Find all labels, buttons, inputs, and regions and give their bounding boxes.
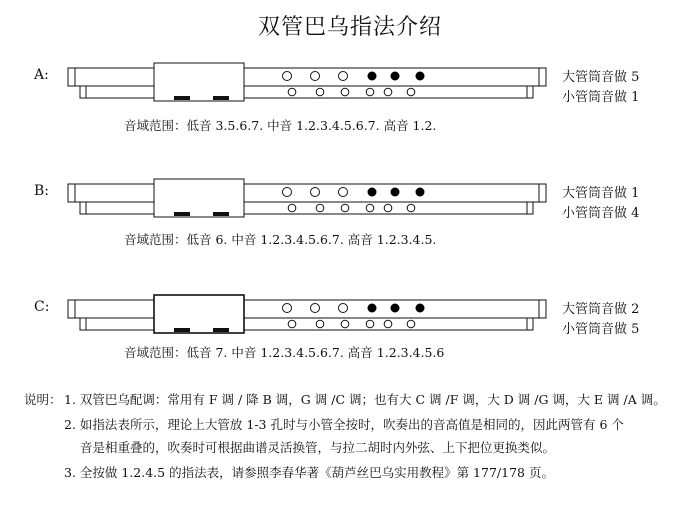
small-pipe-hole — [316, 88, 324, 96]
big-pipe — [68, 300, 546, 318]
small-pipe-hole — [288, 88, 296, 96]
small-pipe-hole — [407, 320, 415, 328]
small-pipe-hole — [341, 88, 349, 96]
big-pipe-hole-closed — [368, 304, 377, 313]
reed-mark — [174, 96, 190, 100]
explanation-item-3: 3. 全按做 1.2.4.5 的指法表，请参照李春华著《葫芦丝巴乌实用教程》第 177/178 页。 — [64, 465, 554, 480]
big-pipe-hole-open — [311, 188, 320, 197]
mouthpiece — [154, 295, 244, 333]
big-pipe-hole-closed — [391, 304, 400, 313]
big-pipe-note-b: 大管筒音做 1 — [562, 186, 640, 201]
row-label-b: B: — [34, 183, 50, 199]
small-pipe-hole — [316, 320, 324, 328]
big-pipe-note-c: 大管筒音做 2 — [562, 302, 640, 317]
small-pipe-note-c: 小管筒音做 5 — [562, 322, 640, 337]
row-label-c: C: — [34, 299, 50, 315]
small-pipe-hole — [288, 204, 296, 212]
range-text-a: 音域范围：低音 3.5.6.7. 中音 1.2.3.4.5.6.7. 高音 1.2. — [124, 118, 437, 133]
big-pipe-hole-closed — [391, 188, 400, 197]
explanation-item-2: 2. 如指法表所示，理论上大管放 1-3 孔时与小管全按时，吹奏出的音高值是相同的，因此两管有 6 个 — [64, 417, 624, 432]
small-pipe-hole — [366, 320, 374, 328]
small-pipe-hole — [341, 204, 349, 212]
mouthpiece — [154, 63, 244, 101]
reed-mark — [213, 212, 229, 216]
page-title: 双管巴乌指法介绍 — [257, 15, 442, 40]
big-pipe-hole-closed — [368, 72, 377, 81]
big-pipe-hole-open — [283, 304, 292, 313]
small-pipe — [80, 202, 533, 214]
range-text-b: 音域范围：低音 6. 中音 1.2.3.4.5.6.7. 高音 1.2.3.4.5. — [124, 232, 437, 247]
big-pipe — [68, 68, 546, 86]
small-pipe-hole — [366, 88, 374, 96]
flute-diagram-b — [68, 179, 546, 217]
reed-mark — [174, 212, 190, 216]
big-pipe-hole-open — [339, 304, 348, 313]
small-pipe-hole — [384, 88, 392, 96]
small-pipe-hole — [384, 320, 392, 328]
big-pipe-hole-open — [311, 72, 320, 81]
small-pipe-hole — [316, 204, 324, 212]
big-pipe — [68, 184, 546, 202]
big-pipe-hole-closed — [416, 72, 425, 81]
small-pipe-note-a: 小管筒音做 1 — [562, 90, 640, 105]
small-pipe-hole — [288, 320, 296, 328]
reed-mark — [174, 328, 190, 332]
flute-diagram-a — [68, 63, 546, 101]
big-pipe-hole-open — [311, 304, 320, 313]
big-pipe-hole-closed — [391, 72, 400, 81]
small-pipe — [80, 318, 533, 330]
big-pipe-hole-closed — [368, 188, 377, 197]
explanation-item-2-cont: 音是相重叠的，吹奏时可根据曲谱灵活换管，与拉二胡时内外弦、上下把位更换类似。 — [80, 440, 556, 455]
big-pipe-hole-open — [339, 188, 348, 197]
reed-mark — [213, 328, 229, 332]
row-label-a: A: — [34, 67, 49, 83]
small-pipe-note-b: 小管筒音做 4 — [562, 206, 640, 221]
explanation-prefix: 说明： — [24, 392, 62, 407]
flute-diagram-c — [68, 295, 546, 333]
reed-mark — [213, 96, 229, 100]
small-pipe-hole — [341, 320, 349, 328]
big-pipe-hole-open — [283, 188, 292, 197]
big-pipe-hole-open — [339, 72, 348, 81]
explanation-item-1: 1. 双管巴乌配调：常用有 F 调 / 降 B 调，G 调 /C 调；也有大 C 调 /F 调，大 D 调 /G 调，大 E 调 /A 调。 — [64, 392, 666, 407]
big-pipe-note-a: 大管筒音做 5 — [562, 70, 640, 85]
small-pipe — [80, 86, 533, 98]
small-pipe-hole — [407, 88, 415, 96]
big-pipe-hole-closed — [416, 304, 425, 313]
small-pipe-hole — [384, 204, 392, 212]
small-pipe-hole — [407, 204, 415, 212]
mouthpiece — [154, 179, 244, 217]
big-pipe-hole-closed — [416, 188, 425, 197]
small-pipe-hole — [366, 204, 374, 212]
range-text-c: 音域范围：低音 7. 中音 1.2.3.4.5.6.7. 高音 1.2.3.4.5.6 — [124, 345, 445, 360]
big-pipe-hole-open — [283, 72, 292, 81]
